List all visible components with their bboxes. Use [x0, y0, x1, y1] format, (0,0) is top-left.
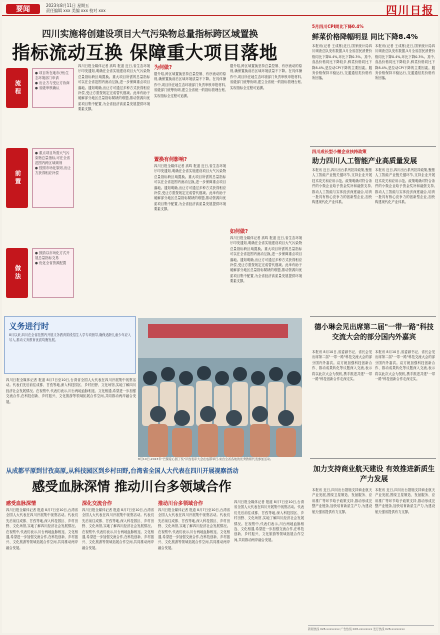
flow-step: ● 鼓励以市场化方式开展总量指标交易 — [35, 251, 70, 260]
top-story-col-2: 据介绍,跨区域置换坚持总量控制、有序流动的原则,确保置换前后区域环境质量不下降。在具体操作中,项目所在地生态环境部门负责审核申报材料,省级部门统筹协调,建立全省统一的指标管理台账,实现指标全过程可追溯。 — [154, 72, 226, 98]
right-top-kicker: 5月四川CPI同比下降0.4% — [312, 24, 364, 29]
flow-step: ● 重点项目所需大气污染物总量指标,可在全省范围内跨区域调剂 — [35, 151, 70, 165]
right-lower-2-headline: 加力支持商业航天建设 有效推进新质生产力发展 — [313, 465, 435, 483]
lower-story-headline: 感受血脉深情 推动川台多领域合作 — [32, 480, 232, 495]
photo-caption: 8月10日,2023年"巴蜀爱心园丁奖"评选表彰大会在成都举行,来自全省各地的优秀教师代表参加活动。 — [138, 457, 274, 461]
right-lower-2-col-2: 本报讯 近日,四川出台措施支持商业航天产业发展,围绕卫星制造、发射服务、应用推广等环节给予政策支持,推动形成完整产业链条,加快培育新质生产力,为建设航天强省提供有力支撑。 — [375, 488, 435, 514]
info-box-body: 四川日报全媒体记者 报道 8月7日至10日,台湾省全国人大代表在四川开展集中视察活动。代表们先后前往成都、甘孜等地,深入科技园区、乡村田野、文化场馆,实地了解四川经济社会发展情况。在视察中,代表们表示,川台两地血脉相连、文化相通,希望进一步加强交流合作,在科技创新、乡村振兴、文化旅游等领域拓展合作空间,共同推动两岸融合发展。 — [6, 378, 136, 404]
top-story-kicker: 四川实施将创建设项目大气污染物总量指标跨区域置换 — [42, 30, 259, 40]
right-lower-1-headline: 德小琳会见出席第二届"一带一路"科技交流大会的部分国内外嘉宾 — [314, 323, 434, 341]
right-lower-2-col-1: 本报讯 近日,四川出台措施支持商业航天产业发展,围绕卫星制造、发射服务、应用推广等环节给予政策支持,推动形成完整产业链条,加快培育新质生产力,为建设航天强省提供有力支撑。 — [312, 488, 372, 514]
lower-col-1: 四川日报全媒体记者 报道 8月7日至10日,台湾省全国人大代表在四川开展集中视察活动。代表们先后前往成都、甘孜等地,深入科技园区、乡村田野、文化场馆,实地了解四川经济社会发展情况。在视察中,代表们表示,川台两地血脉相连、文化相通,希望进一步加强交流合作,在科技创新、乡村振兴、文化旅游等领域拓展合作空间,共同推动两岸融合发展。 — [6, 508, 78, 550]
flow-step: ● 项目所在地市(州)生态环境部门申请 — [35, 71, 69, 80]
lower-sub-head-3: 推动川台多领域合作 — [158, 501, 204, 507]
sub-head-why: 为何做? — [154, 65, 172, 71]
flow-step: ● 出让方与受让方协商 — [35, 81, 70, 85]
sub-head-how: 如何做? — [230, 229, 248, 235]
flow-box-3 — [32, 248, 74, 298]
flow-step: ● 按照市场化原则,出让方获得相应补偿 — [35, 166, 71, 175]
flow-label-2: 前置 — [6, 148, 28, 208]
info-box — [4, 316, 136, 374]
right-mid-col-1: 本报讯 近日,四川出台系列扶持政策,聚焦人工智能产业链关键环节,支持企业开展技术攻关和应用示范。政策明确对符合条件的小微企业给予资金奖补和融资支持,推动人工智能与实体经济深度融合,培育一批具有核心竞争力的创新型企业,加快构建现代化产业体系。 — [312, 168, 372, 205]
lower-sub-head-1: 感受血脉深情 — [6, 501, 37, 507]
lower-col-4: 四川日报全媒体记者 报道 8月7日至10日,台湾省全国人大代表在四川开展集中视察活动。代表们先后前往成都、甘孜等地,深入科技园区、乡村田野、文化场馆,实地了解四川经济社会发展情况。在视察中,代表们表示,川台两地血脉相连、文化相通,希望进一步加强交流合作,在科技创新、乡村振兴、文化旅游等领域拓展合作空间,共同推动两岸融合发展。 — [234, 500, 304, 542]
newspaper-page — [2, 2, 438, 633]
flow-graphic — [2, 68, 32, 316]
date-line — [46, 3, 106, 13]
right-top-headline: 鲜菜价格降幅明显 同比下降8.4% — [312, 33, 418, 41]
info-box-title: 义务进行时 — [9, 322, 49, 331]
top-story-col-5: 四川日报全媒体记者 高鸣 报道 近日,省生态环境厅印发通知,明确在全省实施建设项目大气污染物总量指标跨区域置换。重大项目所需的总量指标可以在全省范围内流动互换,进一步保障重点项目落地。通知明确,出让方可通过多种方式获得相应补偿,受让方需按规定完成替代削减。此举有助于破解部分地区总量指标紧缺的难题,推动资源向优质项目集中配置,为全省经济高质量发展提供环境要素支撑。 — [230, 236, 302, 284]
flow-label-1: 流程 — [6, 68, 28, 108]
top-story-col-1: 四川日报全媒体记者 高鸣 报道 近日,省生态环境厅印发通知,明确在全省实施建设项目大气污染物总量指标跨区域置换。重大项目所需的总量指标可以在全省范围内流动互换,进一步保障重点项目落地。通知明确,出让方可通过多种方式获得相应补偿,受让方需按规定完成替代削减。此举有助于破解部分地区总量指标紧缺的难题,推动资源向优质项目集中配置,为全省经济高质量发展提供环境要素支撑。 — [78, 64, 150, 112]
right-top-col-2: 本报讯(记者 王成栋)近日,国家统计局四川调查总队发布数据,5月全省居民消费价格同比下降0.4%,环比下降0.3%。其中,食品价格同比下降较多,鲜菜价格同比下降8.4%,是拉动CPI下降的主要因素。服务价格保持平稳运行,交通通信类价格有所回落。 — [375, 44, 435, 81]
right-mid-headline: 助力四川人工智能产业高质量发展 — [312, 157, 417, 165]
right-mid-kicker: 四川成长型小微企业扶持政策 — [312, 149, 367, 154]
divider — [310, 316, 436, 317]
lower-col-2: 四川日报全媒体记者 报道 8月7日至10日,台湾省全国人大代表在四川开展集中视察活动。代表们先后前往成都、甘孜等地,深入科技园区、乡村田野、文化场馆,实地了解四川经济社会发展情况。在视察中,代表们表示,川台两地血脉相连、文化相通,希望进一步加强交流合作,在科技创新、乡村振兴、文化旅游等领域拓展合作空间,共同推动两岸融合发展。 — [82, 508, 154, 550]
footer-hotlines: 新闻热线 028-xxxxxxxx 广告热线 028-xxxxxxxx 发行热线 028-xxxxxxxx — [308, 625, 434, 631]
flow-label-3: 做法 — [6, 248, 28, 298]
sub-head-impact: 置换有何影响? — [154, 157, 187, 163]
newspaper-brand: 四川日报 — [386, 4, 434, 17]
divider — [310, 458, 436, 459]
news-photo — [138, 318, 302, 457]
lower-sub-head-2: 深化交流合作 — [82, 501, 113, 507]
top-story-col-4: 据介绍,跨区域置换坚持总量控制、有序流动的原则,确保置换前后区域环境质量不下降。在具体操作中,项目所在地生态环境部门负责审核申报材料,省级部门统筹协调,建立全省统一的指标管理台账,实现指标全过程可追溯。 — [230, 64, 302, 90]
flow-step: ● 优化全省资源配置 — [35, 261, 67, 265]
right-lower-1-col-2: 本报讯 8月10日,省委副书记、省长会见出席第二届"一带一路"科技交流大会的部分国内外嘉宾。双方就加强科技创新合作、推动成果转化等议题深入交流,表示将以此次大会为契机,携手推进共建"一带一路"科技创新合作走深走实。 — [375, 350, 435, 382]
flow-box-1 — [32, 68, 74, 108]
date-text: 2023年8月11日 星期五 — [46, 3, 90, 8]
flow-box-2 — [32, 148, 74, 208]
section-logo: 要闻 — [6, 4, 40, 14]
right-lower-1-col-1: 本报讯 8月10日,省委副书记、省长会见出席第二届"一带一路"科技交流大会的部分国内外嘉宾。双方就加强科技创新合作、推动成果转化等议题深入交流,表示将以此次大会为契机,携手推进共建"一带一路"科技创新合作走深走实。 — [312, 350, 372, 382]
info-box-text: 8月以来,四川在全省范围内开展义务教育阶段招生入学专项督导,确保适龄儿童少年应入尽入,推动义务教育优质均衡发展。 — [9, 333, 131, 342]
top-story-col-3: 四川日报全媒体记者 高鸣 报道 近日,省生态环境厅印发通知,明确在全省实施建设项目大气污染物总量指标跨区域置换。重大项目所需的总量指标可以在全省范围内流动互换,进一步保障重点项目落地。通知明确,出让方可通过多种方式获得相应补偿,受让方需按规定完成替代削减。此举有助于破解部分地区总量指标紧缺的难题,推动资源向优质项目集中配置,为全省经济高质量发展提供环境要素支撑。 — [154, 164, 226, 212]
editor-text: 责任编辑 xxx 美编 xxx 校对 xxx — [46, 8, 106, 13]
divider — [310, 146, 436, 147]
crowd-photo — [138, 318, 302, 457]
top-story-headline: 指标流动互换 保障重大项目落地 — [12, 43, 278, 64]
masthead — [2, 2, 438, 16]
right-mid-col-2: 本报讯 近日,四川出台系列扶持政策,聚焦人工智能产业链关键环节,支持企业开展技术攻关和应用示范。政策明确对符合条件的小微企业给予资金奖补和融资支持,推动人工智能与实体经济深度融合,培育一批具有核心竞争力的创新型企业,加快构建现代化产业体系。 — [375, 168, 435, 205]
flow-step: ● 省级审核确认 — [35, 86, 60, 90]
right-top-col-1: 本报讯(记者 王成栋)近日,国家统计局四川调查总队发布数据,5月全省居民消费价格同比下降0.4%,环比下降0.3%。其中,食品价格同比下降较多,鲜菜价格同比下降8.4%,是拉动CPI下降的主要因素。服务价格保持平稳运行,交通通信类价格有所回落。 — [312, 44, 372, 81]
lower-story-kicker: 从成都平原到甘孜高原,从科技园区到乡村田野,台湾省全国人大代表在四川开展视察活动 — [6, 468, 239, 475]
lower-col-3: 四川日报全媒体记者 报道 8月7日至10日,台湾省全国人大代表在四川开展集中视察活动。代表们先后前往成都、甘孜等地,深入科技园区、乡村田野、文化场馆,实地了解四川经济社会发展情况。在视察中,代表们表示,川台两地血脉相连、文化相通,希望进一步加强交流合作,在科技创新、乡村振兴、文化旅游等领域拓展合作空间,共同推动两岸融合发展。 — [158, 508, 230, 550]
